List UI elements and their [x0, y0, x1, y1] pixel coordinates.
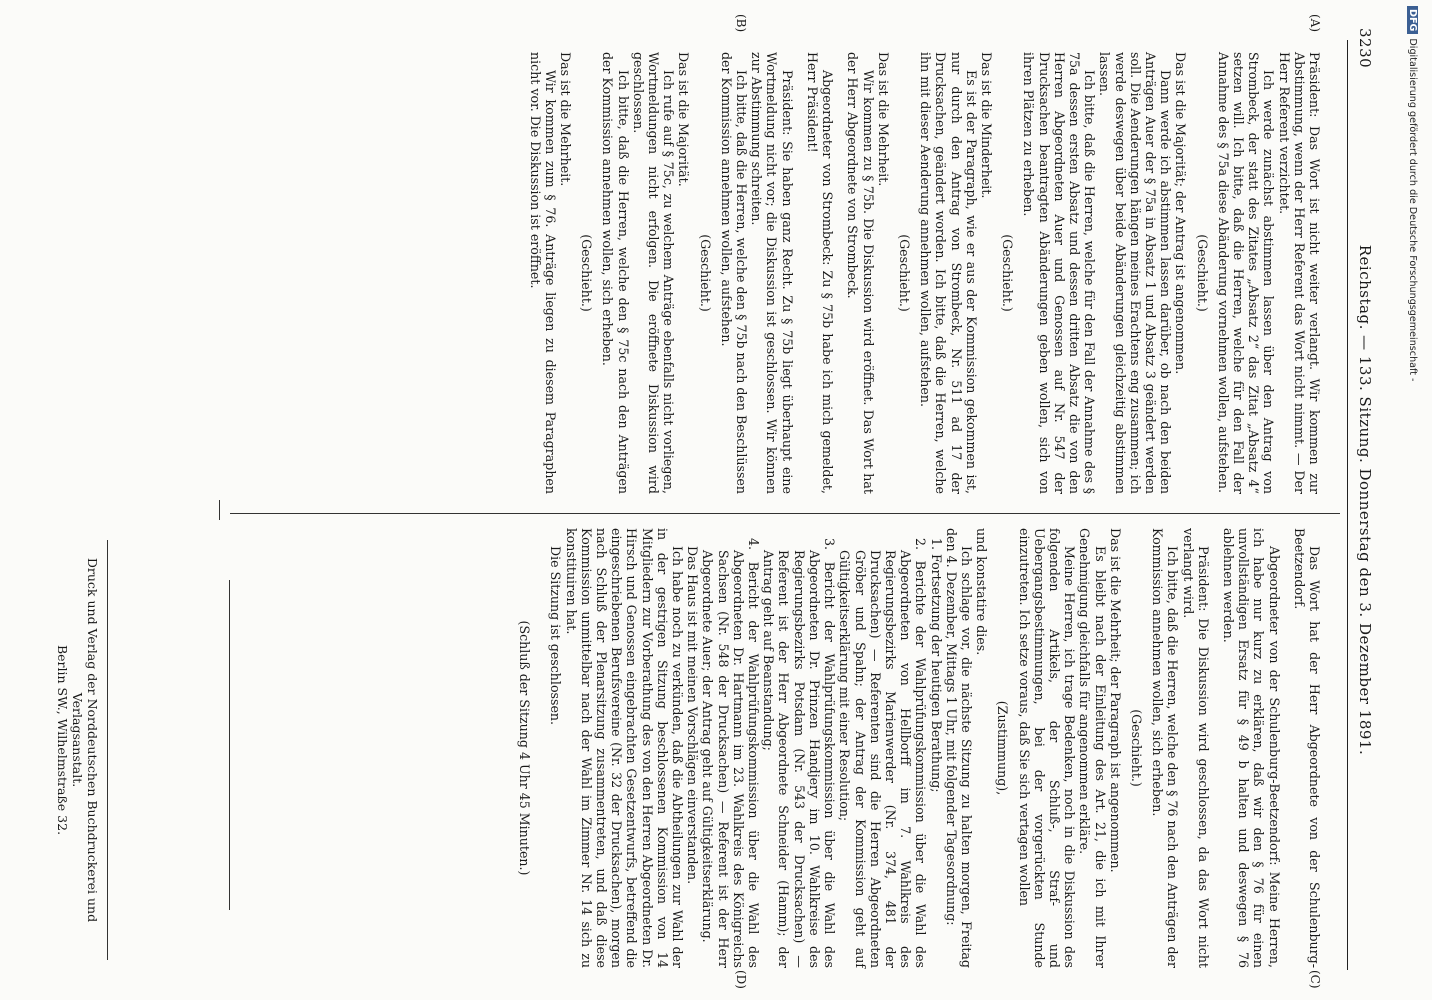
agenda-item: 4. Bericht der Wahlprüfungskommission über die Wahl des Abgeordneten Dr. Hartmann im 23. Wahlkreis des Königreichs Sachsen (Nr. 548 der Drucksachen) — Referent ist der Herr Abgeordnete Auer; der Antrag geht auf Gültigkeitserklärung. — [700, 538, 762, 968]
paragraph: Präsident: Sie haben ganz Recht. Zu § 75b liegt überhaupt eine Wortmeldung nicht vor; die Diskussion ist geschlossen. Wir können zur Abstimmung schreiten. — [749, 52, 795, 494]
paragraph: Das ist die Majorität. — [676, 52, 692, 187]
paragraph: Das Haus ist mit meinen Vorschlägen einverstanden. — [685, 546, 701, 885]
running-title: Reichstag. — 133. Sitzung. Donnerstag den 3. Dezember 1891. — [1356, 244, 1374, 756]
paragraph: Ich bitte, daß die Herren, welche den § 75c nach den Anträgen der Kommission annehmen wollen, sich erheben. — [600, 52, 631, 494]
paragraph: Präsident: Die Diskussion wird geschlossen, da das Wort nicht verlangt wird. — [1180, 528, 1211, 968]
left-column — [527, 52, 1322, 494]
paragraph: und konstatire dies. — [974, 528, 990, 656]
paragraph: Meine Herren, ich trage Bedenken, noch in die Diskussion des folgenden Artikels, der Schluß-, Straf- und Uebergangsbestimmungen, bei der vorgerückten Stunde einzutreten. Ich setze voraus, daß Sie sich vertagen wollen — [1016, 528, 1078, 968]
centered-note: (Geschieht.) — [697, 234, 713, 312]
paragraph-gap — [1211, 528, 1221, 968]
agenda-item: 1. Fortsetzung der heutigen Berathung; — [928, 538, 944, 793]
centered-note: (Geschieht.) — [579, 234, 595, 312]
margin-letter-d: (D) — [734, 970, 748, 989]
dfg-credit — [1407, 6, 1418, 506]
paragraph: Ich rufe auf § 75c, zu welchem Anträge ebenfalls nicht vorliegen, Wortmeldungen nicht erfolgen. Die eröffnete Diskussion wird geschlossen. — [630, 52, 677, 494]
centered-note: (Schluß der Sitzung 4 Uhr 45 Minuten.) — [517, 620, 533, 876]
short-rule — [219, 500, 220, 520]
paragraph: Das ist die Mehrheit. — [558, 52, 574, 187]
paragraph: Ich bitte, daß die Herren, welche den § 75b nach den Beschlüssen der Kommission annehmen wollen, aufstehen. — [718, 52, 750, 494]
page-header — [1348, 0, 1378, 1000]
paragraph: Die Sitzung ist geschlossen. — [548, 546, 564, 726]
imprint-line-1: Druck und Verlag der Norddeutschen Buchdruckerei und Verlagsanstalt. — [70, 557, 100, 923]
agenda-item: 2. Berichte der Wahlprüfungskommission über die Wahl des Abgeordneten von Hellborff im 7. Wahlkreis des Regierungsbezirks Marienwerder (Nr. 374, 481 der Drucksachen) — Referenten sind die Herren Abgeordneten Gröber und Spahn; der Antrag der Kommission geht auf Gültigkeitserklärung mit einer Resolution; — [837, 538, 929, 968]
paragraph: Ich bitte, daß die Herren, welche den § 76 nach den Anträgen der Kommission annehmen wollen, sich erheben. — [1150, 528, 1181, 968]
centered-note: (Zustimmung), — [995, 700, 1011, 796]
paragraph: Dann werde ich abstimmen lassen darüber, ob nach den beiden Anträgen Auer der § 75a in Absatz 1 und Absatz 3 geändert werden soll. Die Aenderungen hängen meines Erachtens eng zusammen; ich werde deswegen über beide Abänderungen gleichzeitig abstimmen lassen. — [1097, 52, 1174, 494]
paragraph: Ich bitte, daß die Herren, welche für den Fall der Annahme des § 75a dessen ersten Absatz und dessen dritten Absatz die von den Herren Abgeordneten Auer und Genossen auf Nr. 547 der Drucksachen beantragten Abänderungen geben wollen, sich von ihren Plätzen zu erheben. — [1021, 52, 1098, 494]
centered-note: (Geschieht.) — [1000, 234, 1016, 312]
dfg-logo: DFG — [1407, 6, 1418, 34]
paragraph: Das ist die Mehrheit. — [875, 52, 891, 187]
paragraph: Das ist die Minderheit. — [978, 52, 994, 199]
centered-note: (Geschieht.) — [1128, 709, 1144, 787]
imprint-line-2: Berlin SW., Wilhelmstraße 32. — [55, 644, 70, 836]
paragraph: Wir kommen zu § 75b. Die Diskussion wird eröffnet. Das Wort hat der Herr Abgeordnete von Strombeck. — [845, 52, 876, 494]
paragraph: Das ist die Mehrheit; der Paragraph ist angenommen. — [1107, 528, 1123, 873]
centered-note: (Geschieht.) — [896, 234, 912, 312]
paragraph: Abgeordneter von Strombeck: Zu § 75b habe ich mich gemeldet, Herr Präsident! — [804, 52, 836, 494]
right-column — [511, 528, 1322, 968]
paragraph: Ich werde zunächst abstimmen lassen über den Antrag von Strombeck, der statt des Zitates „Absatz 2“ das Zitat „Absatz 4“ setzen will. Ich bitte, daß die Herren, welche für den Fall der Annahme des § 75a diese Abänderung vornehmen wollen, aufstehen. — [1215, 52, 1277, 494]
margin-letter-a: (A) — [1308, 14, 1322, 33]
paragraph-gap — [795, 52, 805, 494]
paragraph: Wir kommen zum § 76. Anträge liegen zu diesem Paragraphen nicht vor. Die Diskussion ist eröffnet. — [527, 52, 558, 494]
paragraph: Das ist die Majorität; der Antrag ist angenommen. — [1173, 52, 1189, 375]
end-rule — [229, 580, 230, 910]
paragraph: Ich schlage vor, die nächste Sitzung zu halten morgen, Freitag den 4. Dezember, Mittags 1 Uhr, mit folgender Tagesordnung: — [943, 528, 974, 968]
paragraph-gap — [1282, 528, 1292, 968]
margin-letter-c: (C) — [1308, 970, 1322, 989]
paragraph: Das Wort hat der Herr Abgeordnete von der Schulenburg-Beetzendorf. — [1291, 528, 1322, 968]
paragraph: Es bleibt nach der Einleitung des Art. 21, die ich mit Ihrer Genehmigung gleichfalls für angenommen erkläre. — [1077, 528, 1108, 968]
dfg-credit-text: Digitalisierung gefördert durch die Deutsche Forschungsgemeinschaft - — [1407, 38, 1418, 382]
header-rule — [1347, 40, 1348, 970]
page-number: 3230 — [1356, 28, 1374, 69]
column-divider — [230, 513, 1340, 514]
agenda-item: 3. Bericht der Wahlprüfungskommission über die Wahl des Abgeordneten Dr. Prinzen Handjery im 10. Wahlkreise des Regierungsbezirks Potsdam (Nr. 543 der Drucksachen) — Referent ist der Herr Abgeordnete Schneider (Hamm); der Antrag geht auf Beanstandung; — [761, 538, 838, 968]
paragraph: Abgeordneter von der Schulenburg-Beetzendorf: Meine Herren, ich habe nur kurz zu erklären, daß wir den § 76 für einen unvollständigen Ersatz für § 49 b halten und deswegen § 76 ablehnen werden. — [1220, 528, 1282, 968]
paragraph: Ich habe noch zu verkünden, daß die Abtheilungen zur Wahl der in der gestrigen Sitzung beschlossenen Kommission von 14 Mitgliedern zur Vorberathung des von den Herren Abgeordneten Dr. Hirsch und Genossen eingebrachten Gesetzentwurfs, betreffend die eingeschriebenen Berufsvereine (Nr. 32 der Drucksachen), morgen nach Schluß der Plenarsitzung zusammentreten, und daß diese Kommission unmittelbar nach der Wahl im Zimmer Nr. 14 sich zu konstituiren hat. — [563, 528, 686, 968]
paragraph: Es ist der Paragraph, wie er aus der Kommission gekommen ist, nur durch den Antrag von Strombeck, Nr. 511 ad 17 der Drucksachen, geändert worden. Ich bitte, daß die Herren, welche ihn mit dieser Aenderung annehmen wollen, aufstehen. — [918, 52, 979, 494]
centered-note: (Geschieht.) — [1194, 234, 1210, 312]
paragraph-gap — [835, 52, 845, 494]
paragraph: Präsident: Das Wort ist nicht weiter verlangt. Wir kommen zur Abstimmung, wenn der Herr Referent das Wort nicht nimmt. — Der Herr Referent verzichtet. — [1276, 52, 1322, 494]
paragraph-gap — [538, 528, 548, 968]
imprint-rule — [107, 540, 108, 960]
imprint — [55, 510, 100, 970]
margin-letter-b: (B) — [734, 14, 748, 33]
